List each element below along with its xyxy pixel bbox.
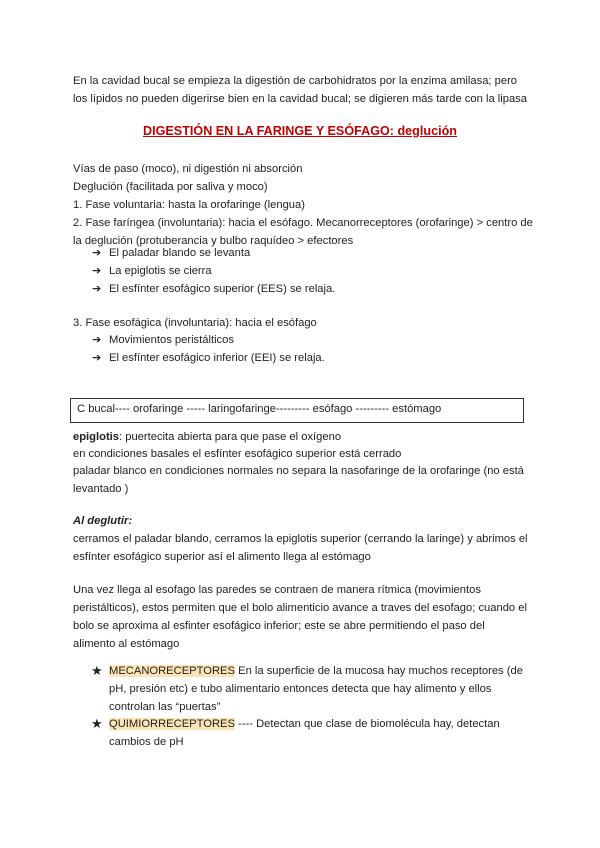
receptor-quimio: QUIMIORRECEPTORES ---- Detectan que clase de biomolécula hay, detectan cambios de pH: [109, 718, 500, 748]
fase3-item: ➔ Movimientos peristálticos: [92, 331, 234, 349]
fase2-item: ➔ El esfínter esofágico superior (EES) se relaja.: [92, 280, 335, 298]
arrow-right-icon: ➔: [92, 265, 102, 277]
esofago-paragraph: Una vez llega al esofago las paredes se contraen de manera rítmica (movimientos peristálticos), estos permiten que el bolo alimenticio avance a traves del esofago; cuando el bolo se aproxima al esfinter esofágico inferior; este se abre permitiendo el paso del alimento al estómago: [73, 584, 527, 650]
arrow-right-icon: ➔: [92, 334, 102, 346]
fase2-item: ➔ La epiglotis se cierra: [92, 262, 212, 280]
mecanoreceptores-highlight: MECANORECEPTORES: [109, 665, 235, 677]
arrow-right-icon: ➔: [92, 247, 102, 259]
arrow-right-icon: ➔: [92, 352, 102, 364]
line-fase3: 3. Fase esofágica (involuntaria): hacia el esófago: [73, 317, 317, 329]
line-vias: Vías de paso (moco), ni digestión ni absorción: [73, 163, 303, 175]
flow-text: C bucal---- orofaringe ----- laringofaringe--------- esófago --------- estómago: [77, 403, 442, 415]
receptor-mecano: MECANORECEPTORES En la superficie de la mucosa hay muchos receptores (de pH, presión etc) e tubo alimentario entonces detecta que hay alimento y ellos controlan las “puertas”: [109, 665, 523, 713]
line-deglucion: Deglución (facilitada por saliva y moco): [73, 181, 268, 193]
line-fase2: 2. Fase faríngea (involuntaria): hacia el esófago. Mecanorreceptores (orofaringe) > centro de la deglución (protuberancia y bulbo raquídeo > efectores: [73, 217, 533, 247]
epiglotis-line2: en condiciones basales el esfínter esofágico superior está cerrado: [73, 448, 402, 460]
quimiorreceptores-highlight: QUIMIORRECEPTORES: [109, 718, 235, 730]
section-heading: DIGESTIÓN EN LA FARINGE Y ESÓFAGO: deglución: [143, 124, 457, 138]
epiglotis-definition: epiglotis: puertecita abierta para que pase el oxígeno: [73, 431, 342, 443]
star-icon: ★: [91, 663, 103, 678]
fase3-item: ➔ El esfínter esofágico inferior (EEI) se relaja.: [92, 349, 325, 367]
intro-paragraph: En la cavidad bucal se empieza la digestión de carbohidratos por la enzima amilasa; pero los lípidos no pueden digerirse bien en la cavidad bucal; se digieren más tarde con la lipasa: [73, 75, 528, 105]
line-fase1: 1. Fase voluntaria: hasta la orofaringe (lengua): [73, 199, 305, 211]
fase2-item: ➔ El paladar blando se levanta: [92, 244, 250, 262]
flow-box: [70, 398, 524, 423]
epiglotis-line3: paladar blanco en condiciones normales no separa la nasofaringe de la orofaringe (no está levantado ): [73, 465, 524, 495]
epiglotis-term: epiglotis: [73, 431, 119, 443]
deglutir-text: cerramos el paladar blando, cerramos la epiglotis superior (cerrando la laringe) y abrimos el esfínter esofágico superior así el alimento llega al estómago: [73, 533, 528, 563]
star-icon: ★: [91, 716, 103, 731]
deglutir-title: Al deglutir:: [73, 515, 133, 527]
arrow-right-icon: ➔: [92, 283, 102, 295]
